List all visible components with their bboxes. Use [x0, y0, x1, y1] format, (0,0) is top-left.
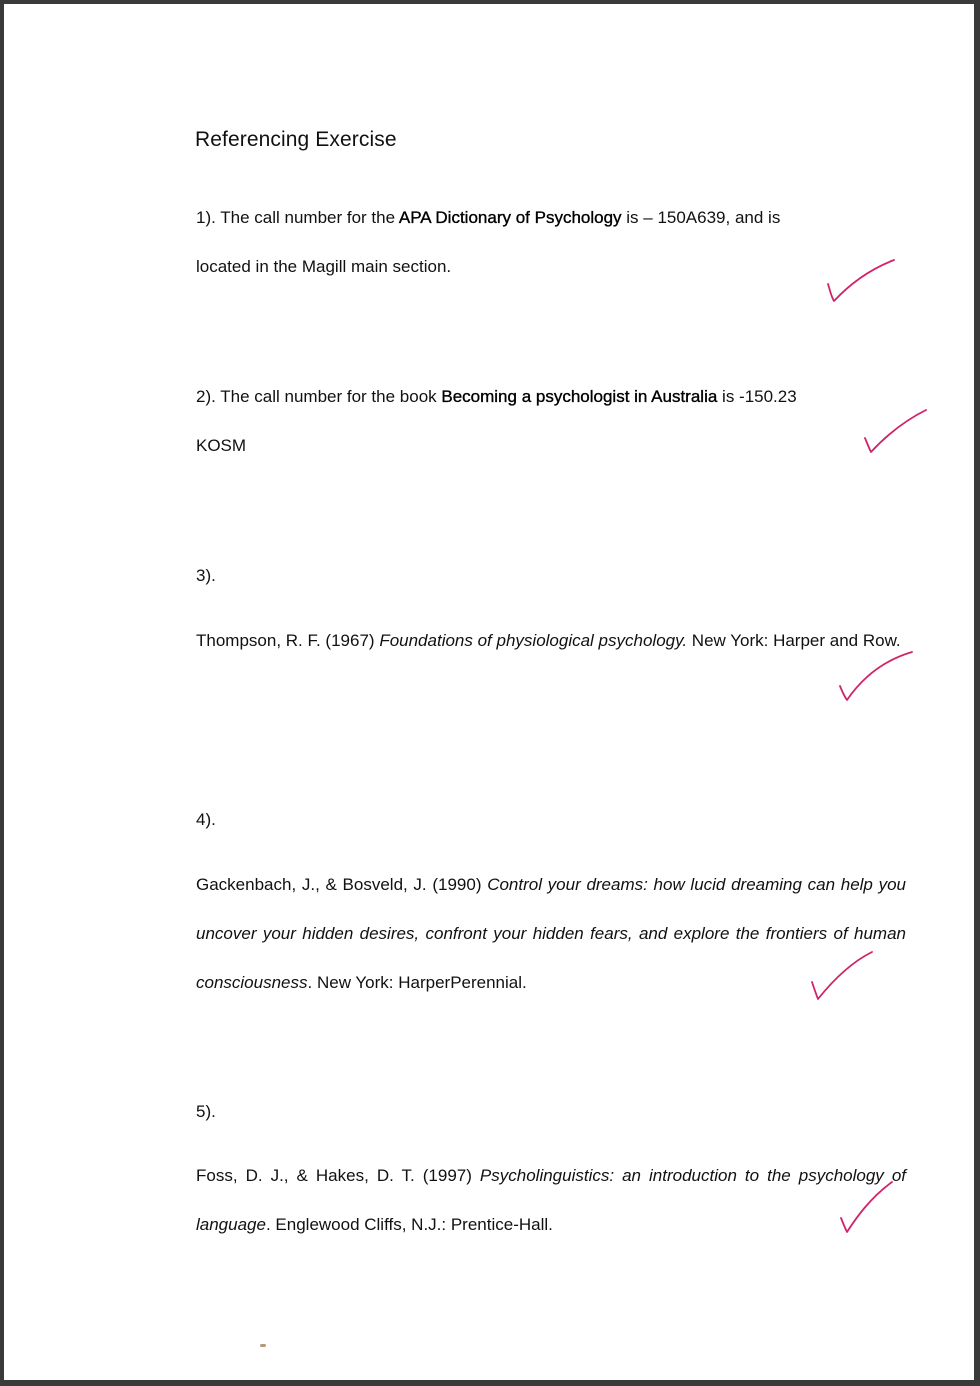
- reference-4-author: Gackenbach, J., & Bosveld, J. (1990): [196, 875, 488, 894]
- reference-3-author: Thompson, R. F. (1967): [196, 631, 380, 650]
- reference-4-title: Control your dreams: how lucid dreaming can help you uncover your hidden desires, confront your hidden fears, and explore the frontiers of human consciousness: [196, 875, 906, 992]
- answer-1-location: located in the Magill main section.: [196, 257, 452, 276]
- reference-4: [196, 860, 906, 1007]
- answer-2-prefix: 2). The call number for the book: [196, 387, 442, 406]
- reference-3-title: Foundations of physiological psychology.: [379, 631, 688, 650]
- answer-2-call-number-suffix: KOSM: [196, 436, 247, 455]
- reference-5-title: Psycholinguistics: an introduction to the psychology of language: [196, 1166, 906, 1234]
- question-5-number: 5).: [196, 1102, 216, 1121]
- reference-3-publisher: New York: Harper and Row.: [687, 631, 901, 650]
- reference-4-publisher: . New York: HarperPerennial.: [307, 973, 527, 992]
- checkmark-icon: [862, 408, 942, 463]
- question-3-number: 3).: [196, 566, 216, 585]
- reference-5-author: Foss, D. J., & Hakes, D. T. (1997): [196, 1166, 480, 1185]
- answer-2: [196, 372, 906, 470]
- document-page: [4, 4, 974, 1380]
- checkmark-icon: [838, 1180, 918, 1235]
- question-4-number: 4).: [196, 810, 216, 829]
- answer-1-book-title: APA Dictionary of Psychology: [398, 208, 622, 227]
- answer-2-book-title: Becoming a psychologist in Australia: [441, 387, 718, 406]
- answer-1-call-number: is – 150A639, and is: [621, 208, 781, 227]
- answer-1-prefix: 1). The call number for the: [196, 208, 399, 227]
- answer-1: [196, 193, 906, 291]
- checkmark-icon: [810, 950, 890, 1005]
- paper-speck: [260, 1344, 266, 1347]
- page-title: Referencing Exercise: [195, 128, 397, 151]
- answer-2-call-number: is -150.23: [717, 387, 797, 406]
- reference-5: [196, 1151, 906, 1249]
- checkmark-icon: [824, 256, 904, 311]
- reference-5-publisher: . Englewood Cliffs, N.J.: Prentice-Hall.: [265, 1215, 553, 1234]
- reference-3: [196, 616, 906, 665]
- checkmark-icon: [838, 650, 918, 705]
